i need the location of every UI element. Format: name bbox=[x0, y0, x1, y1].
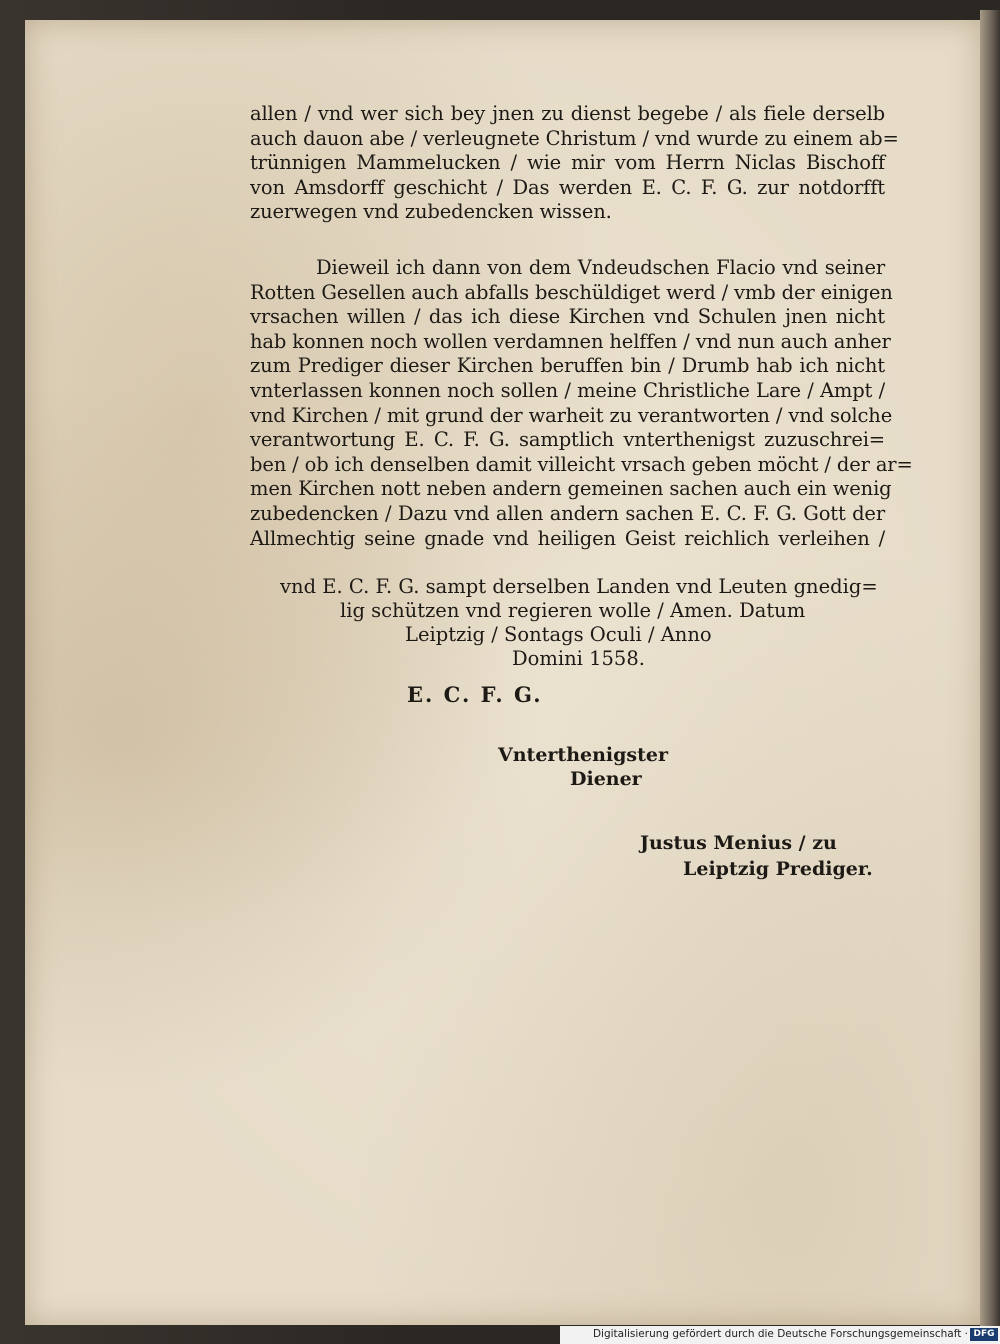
text-line: vnd Kirchen / mit grund der warheit zu verantworten / vnd solche bbox=[250, 403, 893, 427]
text-line: hab konnen noch wollen verdamnen helffen / vnd nun auch anher bbox=[250, 329, 891, 353]
text-line: vrsachen willen / das ich diese Kirchen vnd Schulen jnen nicht bbox=[250, 305, 885, 329]
text-line: Rotten Gesellen auch abfalls beschüldiget werd / vmb der einigen bbox=[250, 280, 893, 304]
text-line: auch dauon abe / verleugnete Christum / vnd wurde zu einem ab= bbox=[250, 126, 899, 150]
text-line: zum Prediger dieser Kirchen beruffen bin / Drumb hab ich nicht bbox=[250, 354, 885, 378]
text-line: Dieweil ich dann von dem Vndeudschen Flacio vnd seiner bbox=[316, 256, 885, 279]
date-line: Leiptzig / Sontags Oculi / Anno bbox=[405, 623, 712, 646]
text-line: zuerwegen vnd zubedencken wissen. bbox=[250, 200, 612, 224]
page-edge bbox=[980, 10, 1000, 1330]
author-name: Justus Menius / zu bbox=[640, 832, 837, 854]
closing-line: vnd E. C. F. G. sampt derselben Landen vnd Leuten gnedig= bbox=[280, 575, 878, 598]
footer-credit: Digitalisierung gefördert durch die Deutsche Forschungsgemeinschaft · bbox=[592, 1328, 968, 1340]
closing-line: lig schützen vnd regieren wolle / Amen. Datum bbox=[340, 599, 806, 622]
signoff-line: Diener bbox=[570, 768, 642, 790]
text-line: men Kirchen nott neben andern gemeinen sachen auch ein wenig bbox=[250, 477, 892, 501]
year-line: Domini 1558. bbox=[512, 647, 645, 670]
text-line: zubedencken / Dazu vnd allen andern sachen E. C. F. G. Gott der bbox=[250, 501, 885, 525]
text-line: allen / vnd wer sich bey jnen zu dienst begebe / als fiele derselb bbox=[250, 102, 885, 125]
text-line: ben / ob ich denselben damit villeicht vrsach geben möcht / der ar= bbox=[250, 452, 913, 476]
text-line: vnterlassen konnen noch sollen / meine Christliche Lare / Ampt / bbox=[250, 378, 885, 402]
text-line: von Amsdorff geschicht / Das werden E. C. F. G. zur notdorfft bbox=[250, 175, 885, 199]
salutation-abbreviation: E. C. F. G. bbox=[407, 682, 543, 707]
text-line: Allmechtig seine gnade vnd heiligen Geist reichlich verleihen / bbox=[250, 526, 885, 550]
text-line: trünnigen Mammelucken / wie mir vom Herrn Niclas Bischoff bbox=[250, 151, 885, 175]
text-line: verantwortung E. C. F. G. samptlich vnterthenigst zuzuschrei= bbox=[250, 428, 885, 452]
paragraph-1 bbox=[250, 102, 899, 225]
dfg-logo: DFG bbox=[970, 1328, 998, 1341]
author-title: Leiptzig Prediger. bbox=[683, 858, 873, 880]
signoff-line: Vnterthenigster bbox=[498, 744, 668, 766]
paragraph-2 bbox=[250, 256, 913, 551]
